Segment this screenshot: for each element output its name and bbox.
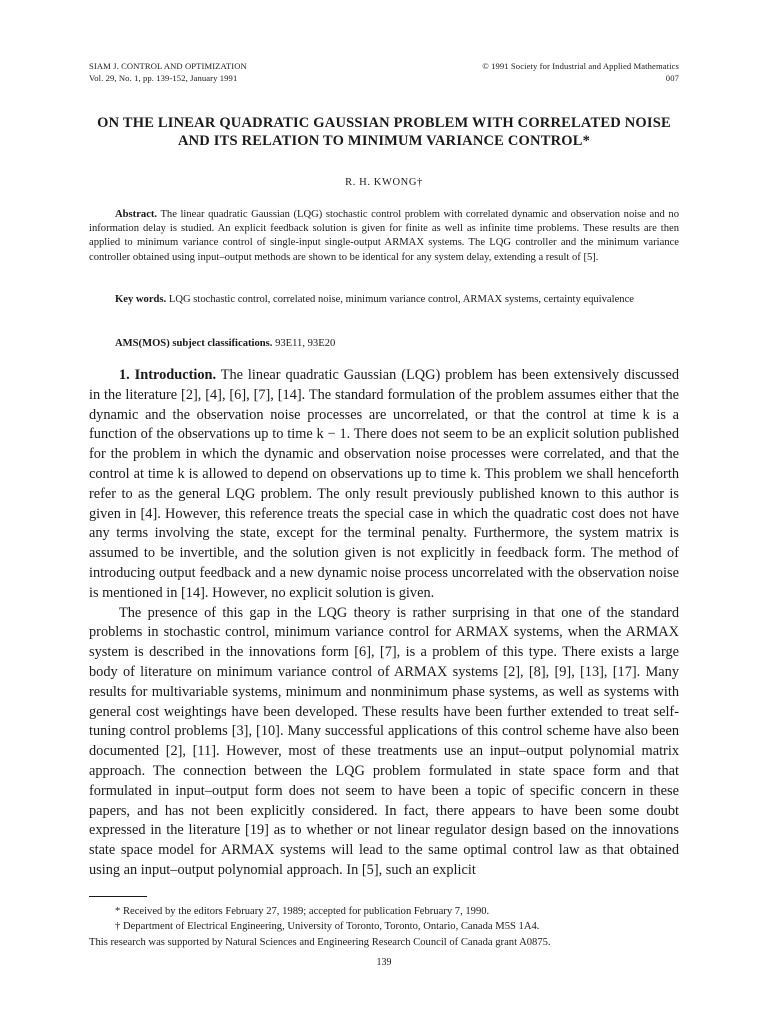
footnote-affiliation: † Department of Electrical Engineering, University of Toronto, Toronto, Ontario, Canada M5S 1A4. [115,921,540,933]
abstract-label: Abstract. [115,209,158,220]
paragraph [89,604,679,881]
abstract-text: The linear quadratic Gaussian (LQG) stochastic control problem with correlated dynamic and observation noise and no information delay is studied. An explicit feedback solution is given for finite as well as infinite time problems. These results are then applied to minimum variance control of single-input single-output ARMAX systems. The LQG controller and the minimum variance controller obtained using input–output methods are shown to be identical for any system delay, extending a result of [5]. [89,209,679,263]
page-number: 139 [376,957,392,968]
ams-label: AMS(MOS) subject classifications. [115,338,273,349]
introduction-section [89,366,679,881]
footnote-divider [89,896,147,897]
article-number: 007 [665,73,679,83]
running-header-left [89,60,247,84]
paragraph [89,366,679,604]
footnotes [89,904,679,950]
footnote-received: * Received by the editors February 27, 1989; accepted for publication February 7, 1990. [115,906,490,917]
journal-name: SIAM J. CONTROL AND OPTIMIZATION [89,61,247,71]
paragraph-text: The linear quadratic Gaussian (LQG) problem has been extensively discussed in the literature [2], [4], [6], [7], [14]. The standard formulation of the problem assumes either that the dynamic and the observation noise processes are uncorrelated, or that the control at time k is a function of the observations up to time k − 1. There does not seem to be an explicit solution published for the problem in which the dynamic and observation noise processes were correlated, and that the control at time k is allowed to depend on observations up to time k. This problem we shall henceforth refer to as the general LQG problem. The only result previously published known to this author is given in [4]. However, this reference treats the special case in which the quadratic cost does not have any terms involving the state, except for the terminal penalty. Furthermore, the system matrix is assumed to be invertible, and the solution given is not explicitly in feedback form. The method of introducing output feedback and a new dynamic noise process uncorrelated with the observation noise is mentioned in [14]. However, no explicit solution is given. [89,367,680,601]
ams-codes: 93E11, 93E20 [275,338,336,349]
abstract [89,208,679,265]
paper-title: ON THE LINEAR QUADRATIC GAUSSIAN PROBLEM WITH CORRELATED NOISE AND ITS RELATION TO MINIMUM VARIANCE CONTROL* [97,115,671,150]
keywords-label: Key words. [115,294,167,305]
paragraph-text: The presence of this gap in the LQG theory is rather surprising in that one of the standard problems in stochastic control, minimum variance control for ARMAX systems, when the ARMAX system is described in the innovations form [6], [7], is a problem of this type. There exists a large body of literature on minimum variance control of ARMAX systems [2], [8], [9], [13], [17]. Many results for multivariable systems, minimum and nonminimum phase systems, as well as systems with general cost weightings have been developed. These results have been further extended to treat self-tuning control problems [3], [10]. Many successful applications of this control scheme have also been documented [2], [11]. However, most of these treatments use an input–output polynomial matrix approach. The connection between the LQG problem formulated in state space form and that formulated in input–output form does not seem to have been a topic of specific concern in these papers, and has not been explicitly considered. In fact, there appears to have been some doubt expressed in the literature [19] as to whether or not linear regulator design based on the innovations state space model for ARMAX systems will lead to the same optimal control law as that obtained using an input–output polynomial approach. In [5], such an explicit [89,604,679,878]
keywords-text: LQG stochastic control, correlated noise, minimum variance control, ARMAX systems, certainty equivalence [168,294,634,305]
author-name: R. H. KWONG† [345,177,423,188]
subject-classifications [89,337,679,351]
running-header-right [482,60,679,84]
footnote-support: This research was supported by Natural Sciences and Engineering Research Council of Canada grant A0875. [89,936,551,948]
section-heading: 1. Introduction. [119,367,217,383]
copyright-notice: © 1991 Society for Industrial and Applied Mathematics [482,61,679,71]
keywords [89,293,679,307]
volume-info: Vol. 29, No. 1, pp. 139-152, January 1991 [89,73,238,83]
